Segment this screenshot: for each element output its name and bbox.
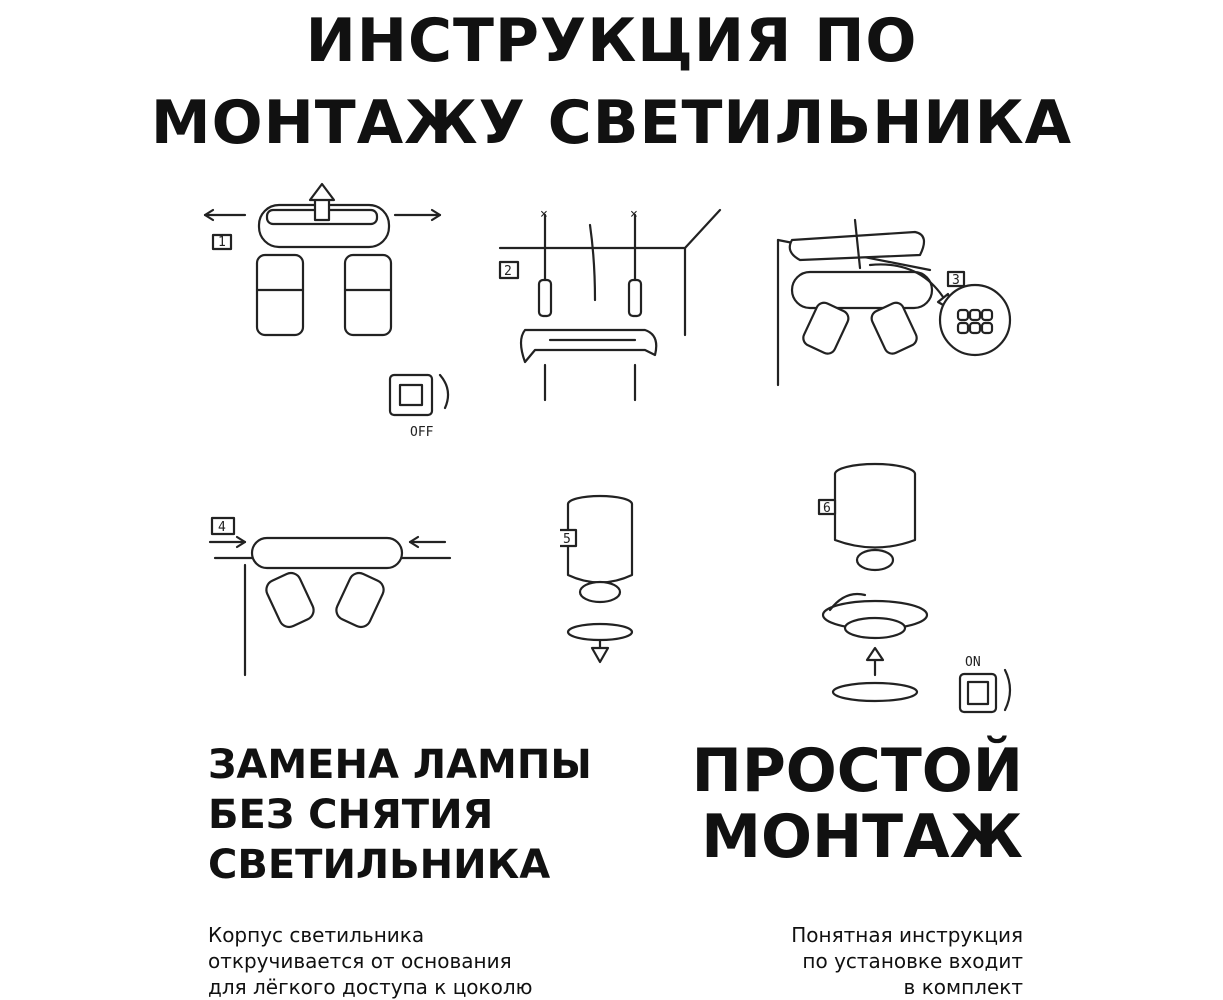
feature-right-heading-line: МОНТАЖ (701, 802, 1023, 872)
step-2-diagram (495, 200, 725, 410)
step-5-number: 5 (563, 532, 571, 547)
feature-right-text-line: в комплект (903, 975, 1023, 999)
svg-text:×: × (540, 207, 548, 222)
feature-left-text-line: откручивается от основания (208, 949, 512, 973)
page-title (0, 0, 1223, 164)
feature-left-heading-line: ЗАМЕНА ЛАМПЫ (208, 742, 592, 788)
feature-right-text-line: Понятная инструкция (791, 923, 1023, 947)
feature-left-heading-line: СВЕТИЛЬНИКА (208, 842, 551, 888)
feature-left-heading-line: БЕЗ СНЯТИЯ (208, 792, 494, 838)
step-1-diagram (195, 180, 455, 445)
feature-right-heading-line: ПРОСТОЙ (691, 736, 1023, 806)
switch-off-label: OFF (410, 425, 434, 440)
feature-left-description (208, 922, 532, 1000)
step-2-number: 2 (504, 264, 512, 279)
switch-on-label: ON (965, 655, 981, 670)
feature-right-text-line: по установке входит (802, 949, 1023, 973)
title-line-2: МОНТАЖУ СВЕТИЛЬНИКА (150, 88, 1073, 158)
title-line-1: ИНСТРУКЦИЯ ПО (305, 6, 918, 76)
feature-left-heading (208, 740, 592, 890)
step-3-diagram (770, 210, 1030, 390)
step-4-number: 4 (218, 520, 226, 535)
step-6-number: 6 (823, 501, 831, 516)
feature-right-heading (692, 738, 1023, 870)
feature-right-description (791, 922, 1023, 1000)
feature-left-text-line: Корпус светильника (208, 923, 425, 947)
feature-left-text-line: для лёгкого доступа к цоколю (208, 975, 533, 999)
step-5-diagram (560, 490, 660, 670)
step-1-number: 1 (218, 235, 226, 250)
step-4-diagram (190, 510, 460, 680)
svg-text:×: × (630, 207, 638, 222)
step-6-diagram (805, 460, 1015, 720)
step-3-number: 3 (952, 273, 960, 288)
